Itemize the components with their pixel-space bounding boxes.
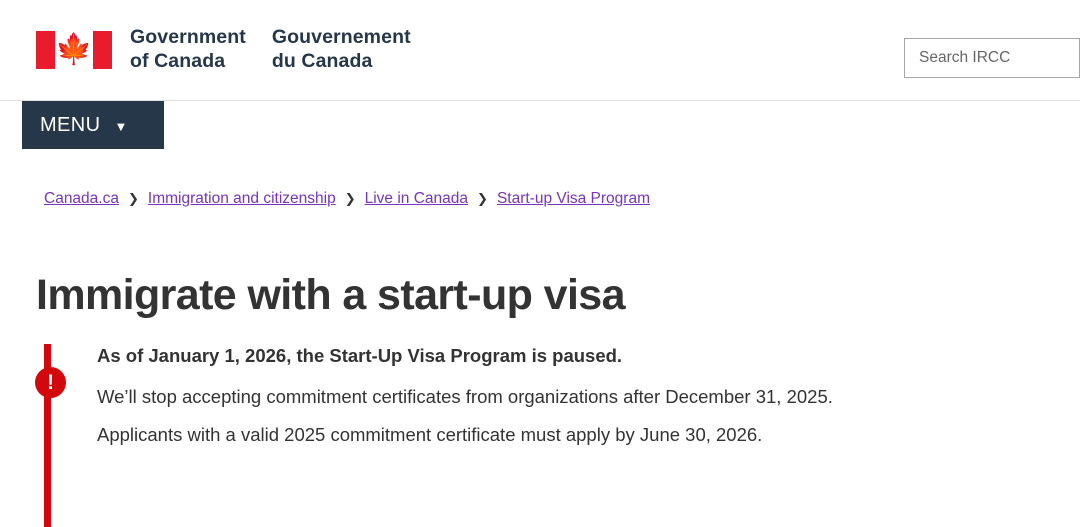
menu-button[interactable] <box>22 101 164 149</box>
breadcrumb-item-canada-ca[interactable]: Canada.ca <box>44 190 119 207</box>
breadcrumb-item-start-up-visa-program[interactable]: Start-up Visa Program <box>496 190 650 207</box>
search-box[interactable] <box>904 38 1080 78</box>
canada-flag-icon <box>36 31 112 69</box>
alert-line-1: We’ll stop accepting commitment certificates from organizations after December 31, 2025. <box>97 386 833 408</box>
chevron-right-icon: ❯ <box>344 191 356 207</box>
menu-button-label: MENU <box>40 113 101 136</box>
page-title: Immigrate with a start-up visa <box>36 271 625 319</box>
exclamation-circle-icon: ! <box>35 367 66 398</box>
menu-strip <box>0 101 1080 155</box>
wordmark-fr-line1: Gouvernement <box>271 26 411 48</box>
wordmark <box>130 26 411 74</box>
alert-banner <box>44 344 1044 527</box>
alert-title: As of January 1, 2026, the Start-Up Visa Program is paused. <box>97 345 623 366</box>
maple-leaf-icon: 🍁 <box>55 31 93 67</box>
chevron-down-icon: ▼ <box>114 118 128 134</box>
breadcrumb <box>44 190 650 208</box>
search-input[interactable] <box>917 48 1067 68</box>
site-header <box>0 0 1080 101</box>
wordmark-en-line2: of Canada <box>130 49 226 72</box>
chevron-right-icon: ❯ <box>477 191 488 207</box>
wordmark-english <box>130 26 246 74</box>
wordmark-en-line1: Government <box>130 26 246 48</box>
alert-line-2: Applicants with a valid 2025 commitment certificate must apply by June 30, 2026. <box>97 424 763 446</box>
wordmark-french <box>272 26 411 74</box>
wordmark-fr-line2: du Canada <box>271 49 373 72</box>
government-of-canada-brand[interactable] <box>36 26 411 74</box>
chevron-right-icon: ❯ <box>127 191 139 207</box>
breadcrumb-item-live-in-canada[interactable]: Live in Canada <box>364 190 469 207</box>
breadcrumb-item-immigration-and-citizenship[interactable]: Immigration and citizenship <box>147 190 336 207</box>
